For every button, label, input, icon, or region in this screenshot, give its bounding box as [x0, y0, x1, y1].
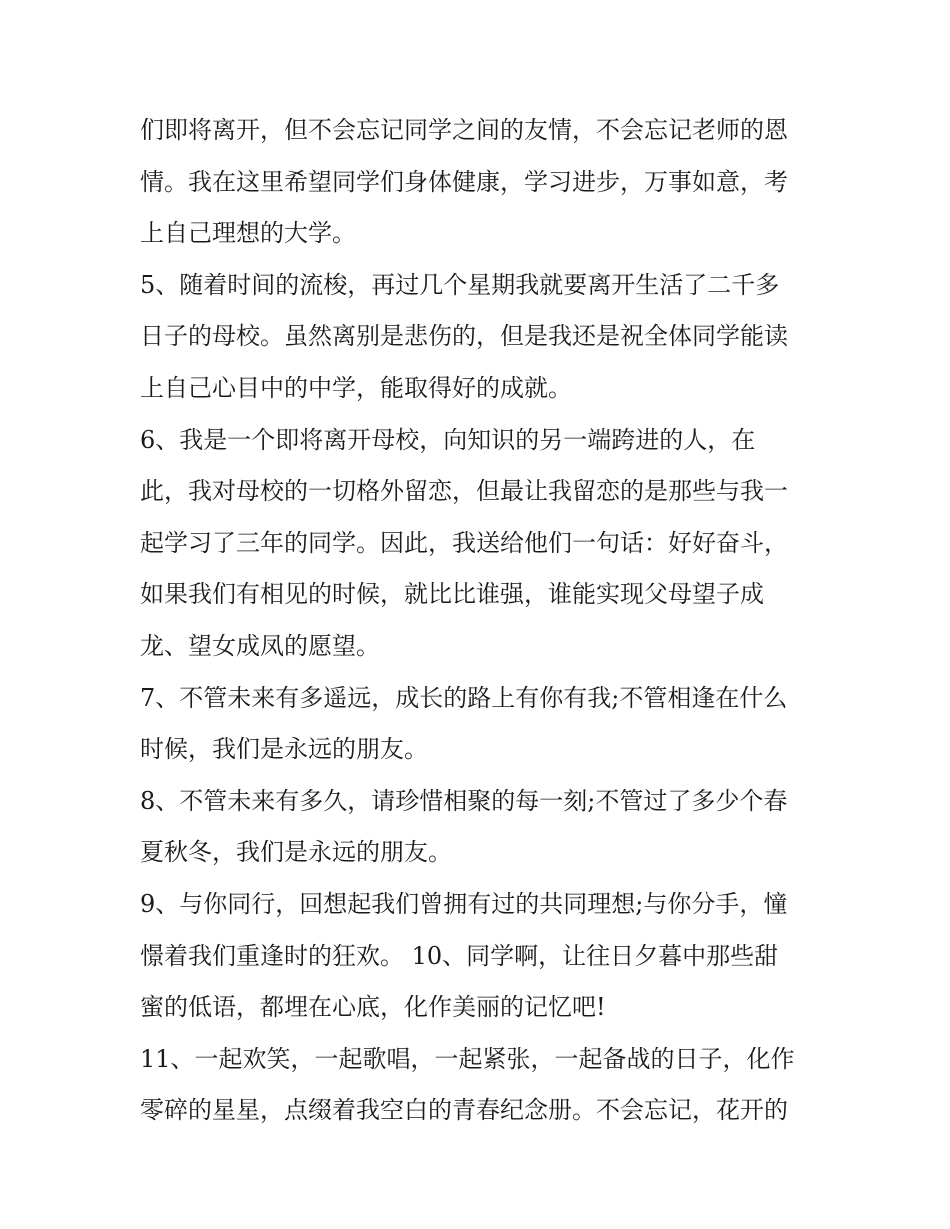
text-line: 时候，我们是永远的朋友。 [140, 735, 428, 764]
document-body [140, 105, 815, 1137]
text-line: 5、随着时间的流梭，再过几个星期我就要离开生活了二千多 [140, 270, 780, 299]
text-line: 6、我是一个即将离开母校，向知识的另一端跨进的人，在 [140, 425, 756, 454]
text-line: 们即将离开，但不会忘记同学之间的友情，不会忘记老师的恩 [140, 116, 788, 144]
text-line: 憬着我们重逢时的狂欢。 10、同学啊，让往日夕暮中那些甜 [140, 941, 779, 970]
text-line: 日子的母校。虽然离别是悲伤的，但是我还是祝全体同学能读 [140, 322, 788, 351]
text-line: 7、不管未来有多遥远，成长的路上有你有我;不管相逢在什么 [140, 683, 788, 712]
text-line: 如果我们有相见的时候，就比比谁强，谁能实现父母望子成 [140, 580, 764, 609]
text-line: 起学习了三年的同学。因此，我送给他们一句话：好好奋斗， [140, 528, 788, 557]
text-line: 9、与你同行，回想起我们曾拥有过的共同理想;与你分手，憧 [140, 889, 788, 918]
text-line: 零碎的星星，点缀着我空白的青春纪念册。不会忘记，花开的 [140, 1096, 788, 1125]
text-line: 蜜的低语，都埋在心底，化作美丽的记忆吧! [140, 993, 606, 1022]
text-line: 8、不管未来有多久，请珍惜相聚的每一刻;不管过了多少个春 [140, 786, 788, 815]
text-line: 龙、望女成凤的愿望。 [140, 631, 380, 660]
text-line: 上自己心目中的中学，能取得好的成就。 [140, 373, 572, 402]
text-line: 夏秋冬，我们是永远的朋友。 [140, 838, 452, 867]
text-line: 此，我对母校的一切格外留恋，但最让我留恋的是那些与我一 [140, 477, 788, 506]
text-line: 上自己理想的大学。 [140, 219, 356, 248]
text-line: 情。我在这里希望同学们身体健康，学习进步，万事如意，考 [140, 167, 788, 196]
text-line: 11、一起欢笑，一起歌唱，一起紧张，一起备战的日子，化作 [140, 1044, 795, 1073]
